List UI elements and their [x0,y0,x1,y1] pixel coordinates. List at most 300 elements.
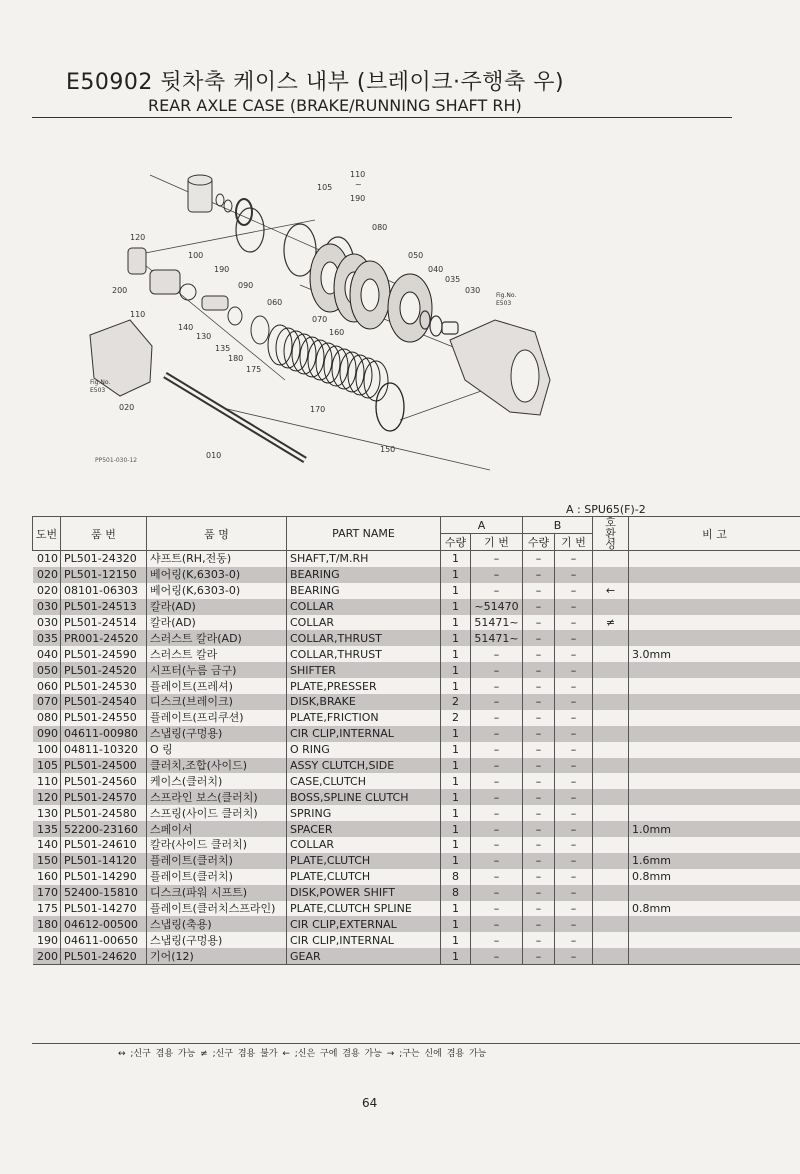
row-b-machine-no: – [555,726,593,742]
row-a-qty: 1 [441,567,471,583]
fig-ref-left-label: Fig.No. [90,379,111,386]
row-b-machine-no: – [555,821,593,837]
row-a-machine-no: ~51470 [471,599,523,615]
row-part-no: PL501-24590 [61,646,147,662]
row-name-ko: 플레이트(프리쿠션) [147,710,287,726]
row-part-name: ASSY CLUTCH,SIDE [287,758,441,774]
row-a-qty: 1 [441,662,471,678]
row-a-qty: 1 [441,726,471,742]
table-row [33,615,800,631]
row-ref: 035 [33,630,61,646]
row-a-machine-no: – [471,678,523,694]
header-name-ko: 품 명 [147,517,287,551]
row-part-name: PLATE,PRESSER [287,678,441,694]
row-name-ko: 스프라인 보스(클러치) [147,789,287,805]
row-a-machine-no: – [471,932,523,948]
header-compat [593,517,629,551]
callout-150: 150 [380,445,396,454]
row-compat [593,821,629,837]
row-a-qty: 8 [441,885,471,901]
table-row [33,710,800,726]
row-b-machine-no: – [555,837,593,853]
row-remarks [629,837,800,853]
row-b-machine-no: – [555,646,593,662]
table-row [33,773,800,789]
header-ref: 도번 [33,517,61,551]
header-compat-1: 호 [605,516,616,529]
header-b-qty: 수량 [523,534,555,551]
row-name-ko: 베어링(K,6303-0) [147,567,287,583]
row-a-machine-no: – [471,551,523,567]
header-group-b: B [523,517,593,534]
rh-shaft-drawing [165,375,305,460]
section-title-korean: E50902 뒷차축 케이스 내부 (브레이크·주행축 우) [66,70,565,95]
callout-175: 175 [246,365,262,374]
row-ref: 030 [33,599,61,615]
row-ref: 020 [37,584,58,598]
row-part-name: BOSS,SPLINE CLUTCH [287,789,441,805]
diagram-frame-lines [135,175,540,470]
row-ref: 120 [33,789,61,805]
parts-table [32,516,800,965]
row-ref: 070 [33,694,61,710]
row-name-ko: 플레이트(프레셔) [147,678,287,694]
row-part-name: BEARING [287,567,441,583]
row-ref: 150 [33,853,61,869]
callout-020: 020 [119,403,135,412]
table-row [33,932,800,948]
callout-170: 170 [310,405,326,414]
callout-130: 130 [196,332,212,341]
callout-060: 060 [267,298,283,307]
row-compat [593,869,629,885]
row-b-machine-no: – [555,773,593,789]
row-a-qty: 8 [441,869,471,885]
row-b-machine-no: – [555,869,593,885]
table-row [33,869,800,885]
callout-105: 105 [317,183,333,192]
row-b-qty: – [523,630,555,646]
callout-035: 035 [445,275,461,284]
row-a-machine-no: – [471,694,523,710]
row-b-qty: – [523,583,555,599]
table-row [33,837,800,853]
row-ref: 160 [37,870,58,884]
row-ref: 010 [37,552,58,566]
row-name-ko: 스페이서 [147,821,287,837]
row-part-name: COLLAR [287,599,441,615]
row-remarks [629,599,800,615]
row-part-no: PR001-24520 [61,630,147,646]
row-compat [593,948,629,964]
row-name-ko: 시프터(누름 금구) [147,662,287,678]
exploded-parts-diagram [70,150,640,480]
row-part-no: PL501-14120 [61,853,147,869]
row-ref: 080 [37,711,58,725]
callout-010: 010 [206,451,222,460]
row-a-machine-no: – [471,710,523,726]
row-part-no: 52200-23160 [61,821,147,837]
row-ref: 060 [37,679,58,693]
row-part-no: PL501-24540 [61,694,147,710]
row-a-machine-no: – [471,869,523,885]
row-compat [593,551,629,567]
table-row [33,742,800,758]
row-a-machine-no: – [471,583,523,599]
row-compat [593,758,629,774]
row-part-no: PL501-24570 [61,789,147,805]
row-b-qty: – [523,646,555,662]
title-divider [32,117,732,118]
row-part-name: COLLAR,THRUST [287,646,441,662]
row-b-machine-no: – [555,853,593,869]
row-b-qty: – [523,932,555,948]
row-part-no: PL501-24530 [61,678,147,694]
header-part-name: PART NAME [287,517,441,551]
row-part-no: 52400-15810 [61,885,147,901]
callout-140: 140 [178,323,194,332]
row-b-qty: – [523,599,555,615]
callout-100: 100 [188,251,204,260]
row-a-machine-no: – [471,901,523,917]
row-compat [593,837,629,853]
row-name-ko: 플레이트(클러치스프라인) [147,901,287,917]
row-compat [593,773,629,789]
row-a-qty: 1 [441,646,471,662]
row-name-ko: O 링 [147,742,287,758]
row-a-qty: 1 [441,805,471,821]
row-b-qty: – [523,916,555,932]
row-part-name: DISK,POWER SHIFT [287,885,441,901]
table-row [33,853,800,869]
row-name-ko: 샤프트(RH,전동) [147,551,287,567]
row-compat [593,567,629,583]
row-a-machine-no: – [471,758,523,774]
row-a-qty: 1 [441,758,471,774]
row-a-machine-no: – [471,567,523,583]
row-b-qty: – [523,948,555,964]
row-ref: 110 [37,774,58,788]
row-a-machine-no: – [471,948,523,964]
header-a-qty: 수량 [441,534,471,551]
row-a-qty: 1 [441,630,471,646]
row-b-machine-no: – [555,662,593,678]
row-a-qty: 1 [441,916,471,932]
row-compat [593,805,629,821]
parts-table-body [33,551,800,965]
row-part-no: PL501-24610 [61,837,147,853]
row-ref: 130 [37,806,58,820]
row-compat [593,662,629,678]
table-row [33,678,800,694]
row-ref: 170 [33,885,61,901]
row-compat [593,901,629,917]
table-row [33,901,800,917]
row-b-machine-no: – [555,916,593,932]
row-b-qty: – [523,821,555,837]
table-row [33,567,800,583]
row-part-no: PL501-24513 [61,599,147,615]
row-compat [593,646,629,662]
row-compat [593,853,629,869]
row-b-machine-no: – [555,551,593,567]
row-ref: 020 [33,567,61,583]
callout-070: 070 [312,315,328,324]
header-a-machine-no: 기 번 [471,534,523,551]
row-a-machine-no: – [471,662,523,678]
row-compat: ← [593,583,629,599]
row-b-machine-no: – [555,630,593,646]
row-remarks [629,551,800,567]
row-remarks [629,948,800,964]
row-b-machine-no: – [555,694,593,710]
callout-200: 200 [112,286,128,295]
row-name-ko: 디스크(브레이크) [147,694,287,710]
row-part-no: 04811-10320 [61,742,147,758]
row-compat [593,678,629,694]
row-part-no: PL501-24320 [61,551,147,567]
row-b-qty: – [523,773,555,789]
header-remarks: 비 고 [629,517,800,551]
row-a-machine-no: – [471,742,523,758]
row-compat: ≠ [593,615,629,631]
row-part-no: PL501-24500 [61,758,147,774]
row-a-qty: 1 [441,551,471,567]
row-b-qty: – [523,710,555,726]
row-a-machine-no: – [471,805,523,821]
table-bottom-rule [32,1043,800,1044]
row-part-name: O RING [287,742,441,758]
clutch-pack-drawing [268,325,404,431]
row-a-qty: 1 [441,837,471,853]
row-b-qty: – [523,789,555,805]
table-row [33,948,800,964]
row-b-qty: – [523,901,555,917]
row-compat [593,789,629,805]
row-b-qty: – [523,726,555,742]
table-row [33,885,800,901]
table-row [33,821,800,837]
variant-note: A : SPU65(F)-2 [566,503,646,516]
row-name-ko: 스냅링(구멍용) [147,726,287,742]
part-callout-labels [90,170,516,460]
header-group-a: A [441,517,523,534]
row-remarks: 1.6mm [629,853,800,869]
row-a-qty: 1 [441,901,471,917]
row-a-qty: 1 [441,678,471,694]
row-part-name: GEAR [287,948,441,964]
row-a-qty: 1 [441,583,471,599]
row-compat [593,694,629,710]
row-b-qty: – [523,694,555,710]
row-ref: 180 [33,916,61,932]
row-name-ko: 베어링(K,6303-0) [147,583,287,599]
row-a-machine-no: 51471~ [471,615,523,631]
row-a-qty: 1 [441,948,471,964]
row-a-qty: 1 [441,932,471,948]
row-b-qty: – [523,853,555,869]
table-row [33,694,800,710]
callout-080: 080 [372,223,388,232]
row-compat [593,885,629,901]
row-b-machine-no: – [555,948,593,964]
row-a-qty: 1 [441,599,471,615]
header-compat-3: 성 [605,538,616,551]
row-part-name: CASE,CLUTCH [287,773,441,789]
row-part-no: PL501-14270 [61,901,147,917]
row-part-no: PL501-24514 [61,615,147,631]
axle-case-right-drawing [450,320,550,415]
row-name-ko: 케이스(클러치) [147,773,287,789]
row-compat [593,710,629,726]
row-part-name: DISK,BRAKE [287,694,441,710]
row-part-name: SHAFT,T/M.RH [287,551,441,567]
row-b-qty: – [523,805,555,821]
row-name-ko: 플레이트(클러치) [147,853,287,869]
row-a-qty: 1 [441,789,471,805]
clutch-hub-drawing [188,175,232,212]
row-b-machine-no: – [555,615,593,631]
row-b-qty: – [523,885,555,901]
row-name-ko: 스프링(사이드 클러치) [147,805,287,821]
table-header-row-1 [33,517,800,534]
callout-120: 120 [130,233,146,242]
callout-050: 050 [408,251,424,260]
row-remarks: 3.0mm [629,646,800,662]
row-part-name: SHIFTER [287,662,441,678]
row-name-ko: 플레이트(클러치) [147,869,287,885]
row-remarks [629,583,800,599]
row-part-no: PL501-24620 [61,948,147,964]
row-remarks: 1.0mm [629,821,800,837]
row-b-machine-no: – [555,901,593,917]
row-a-qty: 1 [441,742,471,758]
row-remarks [629,805,800,821]
row-part-name: CIR CLIP,EXTERNAL [287,916,441,932]
table-row [33,599,800,615]
row-part-no: 04611-00650 [61,932,147,948]
row-part-name: CIR CLIP,INTERNAL [287,932,441,948]
table-row [33,646,800,662]
row-remarks [629,916,800,932]
row-remarks [629,567,800,583]
callout-040: 040 [428,265,444,274]
section-title-english: REAR AXLE CASE (BRAKE/RUNNING SHAFT RH) [148,96,522,115]
row-compat [593,742,629,758]
row-b-qty: – [523,567,555,583]
callout-110: 110 [350,170,366,179]
row-a-machine-no: – [471,726,523,742]
row-b-machine-no: – [555,710,593,726]
row-a-qty: 1 [441,853,471,869]
row-remarks [629,773,800,789]
row-ref: 140 [37,838,58,852]
page-header [66,70,564,116]
table-row [33,583,800,599]
row-b-machine-no: – [555,885,593,901]
row-remarks [629,710,800,726]
row-part-no: PL501-24560 [61,773,147,789]
row-a-machine-no: – [471,789,523,805]
compatibility-legend: ↔ ;신구 겸용 가능 ≠ ;신구 겸용 불가 ← ;신은 구에 겸용 가능 → ;구는 신에 겸용 가능 [118,1049,487,1059]
callout-190-ring: 190 [214,265,230,274]
row-remarks [629,694,800,710]
row-a-qty: 2 [441,710,471,726]
row-a-machine-no: – [471,853,523,869]
row-ref: 090 [33,726,61,742]
row-remarks [629,789,800,805]
row-name-ko: 기어(12) [147,948,287,964]
callout-090: 090 [238,281,254,290]
table-row [33,758,800,774]
row-b-machine-no: – [555,758,593,774]
row-remarks [629,678,800,694]
row-b-qty: – [523,662,555,678]
table-row [33,630,800,646]
header-b-machine-no: 기 번 [555,534,593,551]
callout-030: 030 [465,286,481,295]
row-part-no: PL501-24520 [61,662,147,678]
row-a-machine-no: – [471,885,523,901]
row-b-qty: – [523,742,555,758]
row-part-no: PL501-24550 [61,710,147,726]
row-a-qty: 1 [441,773,471,789]
row-compat [593,916,629,932]
row-part-name: BEARING [287,583,441,599]
row-ref: 190 [37,933,58,947]
row-part-name: SPRING [287,805,441,821]
row-name-ko: 클러치,조합(사이드) [147,758,287,774]
row-ref: 050 [33,662,61,678]
callout-135: 135 [215,344,231,353]
row-b-machine-no: – [555,599,593,615]
row-part-name: SPACER [287,821,441,837]
row-ref: 030 [37,616,58,629]
row-compat [593,726,629,742]
row-remarks [629,630,800,646]
row-ref: 200 [33,948,61,964]
row-part-name: COLLAR [287,615,441,631]
row-name-ko: 스러스트 칼라(AD) [147,630,287,646]
row-ref: 040 [37,647,58,661]
row-ref: 175 [37,902,58,916]
callout-190: 190 [350,194,366,203]
fig-ref-left-code: E503 [90,387,106,394]
row-b-machine-no: – [555,583,593,599]
row-ref: 100 [37,743,58,757]
row-remarks: 0.8mm [629,869,800,885]
row-a-machine-no: – [471,646,523,662]
row-a-machine-no: – [471,916,523,932]
row-part-name: PLATE,CLUTCH [287,869,441,885]
row-a-machine-no: 51471~ [471,630,523,646]
row-ref: 135 [33,821,61,837]
row-b-qty: – [523,837,555,853]
fig-ref-right-label: Fig.No. [496,292,517,299]
row-part-no: 04612-00500 [61,916,147,932]
row-ref: 105 [33,758,61,774]
row-part-no: 08101-06303 [61,583,147,599]
fig-ref-right-code: E503 [496,300,512,307]
row-compat [593,932,629,948]
row-name-ko: 스냅링(구멍용) [147,932,287,948]
row-b-machine-no: – [555,932,593,948]
row-remarks [629,615,800,631]
row-remarks [629,885,800,901]
row-name-ko: 스러스트 칼라 [147,646,287,662]
page-number: 64 [362,1096,378,1110]
callout-110-case: 110 [130,310,146,319]
